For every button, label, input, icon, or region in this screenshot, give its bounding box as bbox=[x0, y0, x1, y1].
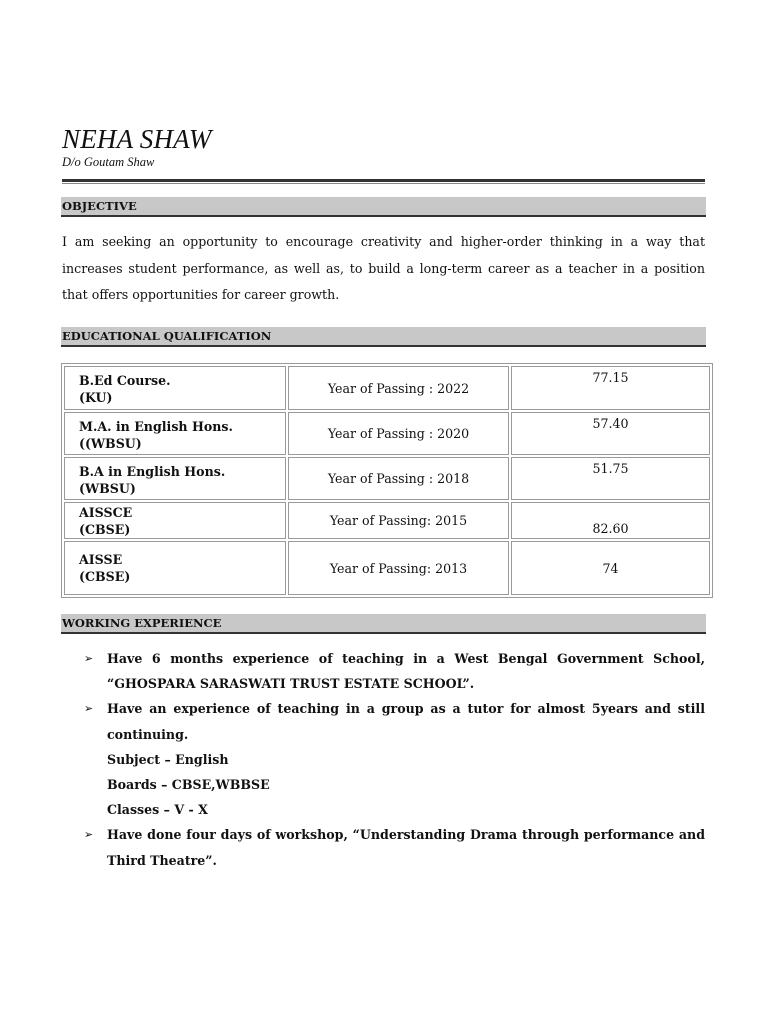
degree-board: (CBSE) bbox=[79, 569, 131, 584]
score-cell bbox=[511, 412, 710, 455]
degree-board: (CBSE) bbox=[79, 522, 131, 537]
experience-text: Have done four days of workshop, “Understanding Drama through performance and Third Theatre”. bbox=[107, 827, 705, 868]
score-cell bbox=[511, 366, 710, 410]
objective-text: I am seeking an opportunity to encourage creativity and higher-order thinking in a way that increases student performance, as well as, to build a long-term career as a teacher in a position that offers opportunities for career growth. bbox=[62, 234, 705, 302]
score-cell bbox=[511, 541, 710, 595]
score-cell bbox=[511, 502, 710, 539]
education-table bbox=[61, 363, 713, 598]
experience-classes: Classes – V - X bbox=[107, 802, 208, 818]
arrow-bullet-icon: ➢ bbox=[84, 652, 94, 665]
degree-cell bbox=[64, 502, 286, 539]
table-row bbox=[64, 366, 710, 410]
degree-cell bbox=[64, 412, 286, 455]
experience-list bbox=[84, 646, 705, 873]
degree-name: B.A in English Hons. bbox=[79, 464, 226, 479]
degree-cell bbox=[64, 541, 286, 595]
table-row bbox=[64, 541, 710, 595]
score-value: 57.40 bbox=[592, 416, 629, 431]
arrow-bullet-icon: ➢ bbox=[84, 702, 94, 716]
candidate-name: NEHA SHAW bbox=[62, 124, 212, 154]
degree-board: ((WBSU) bbox=[79, 436, 142, 451]
experience-subject: Subject – English bbox=[107, 751, 229, 767]
degree-name: B.Ed Course. bbox=[79, 373, 171, 388]
score-cell bbox=[511, 457, 710, 500]
degree-name: M.A. in English Hons. bbox=[79, 419, 233, 434]
year-cell: Year of Passing: 2015 bbox=[288, 502, 509, 539]
experience-boards: Boards – CBSE,WBBSE bbox=[107, 777, 270, 793]
score-value: 74 bbox=[602, 560, 619, 576]
experience-text: Have 6 months experience of teaching in a West Bengal Government School, “GHOSPARA SARASWATI TRUST ESTATE SCHOOL”. bbox=[107, 651, 705, 692]
degree-name: AISSE bbox=[79, 552, 123, 567]
degree-cell bbox=[64, 366, 286, 410]
list-item bbox=[84, 646, 705, 696]
year-cell: Year of Passing: 2013 bbox=[288, 541, 509, 595]
score-value: 51.75 bbox=[592, 461, 629, 476]
arrow-bullet-icon: ➢ bbox=[84, 828, 94, 842]
table-row bbox=[64, 502, 710, 539]
list-item bbox=[84, 696, 705, 822]
experience-heading: WORKING EXPERIENCE bbox=[61, 614, 706, 634]
objective-heading: OBJECTIVE bbox=[61, 197, 706, 217]
list-item bbox=[84, 822, 705, 872]
score-value: 82.60 bbox=[592, 521, 629, 536]
table-row bbox=[64, 457, 710, 500]
experience-text: Have an experience of teaching in a group as a tutor for almost 5years and still continuing. bbox=[107, 701, 705, 742]
degree-board: (WBSU) bbox=[79, 481, 136, 496]
parent-name: D/o Goutam Shaw bbox=[62, 155, 155, 169]
year-cell: Year of Passing : 2022 bbox=[288, 366, 509, 410]
degree-board: (KU) bbox=[79, 390, 113, 405]
header-divider bbox=[62, 179, 705, 182]
header-divider-thin bbox=[62, 183, 705, 184]
degree-name: AISSCE bbox=[79, 505, 133, 520]
score-value: 77.15 bbox=[592, 370, 629, 385]
education-heading: EDUCATIONAL QUALIFICATION bbox=[61, 327, 706, 347]
degree-cell bbox=[64, 457, 286, 500]
table-row bbox=[64, 412, 710, 455]
year-cell: Year of Passing : 2018 bbox=[288, 457, 509, 500]
year-cell: Year of Passing : 2020 bbox=[288, 412, 509, 455]
